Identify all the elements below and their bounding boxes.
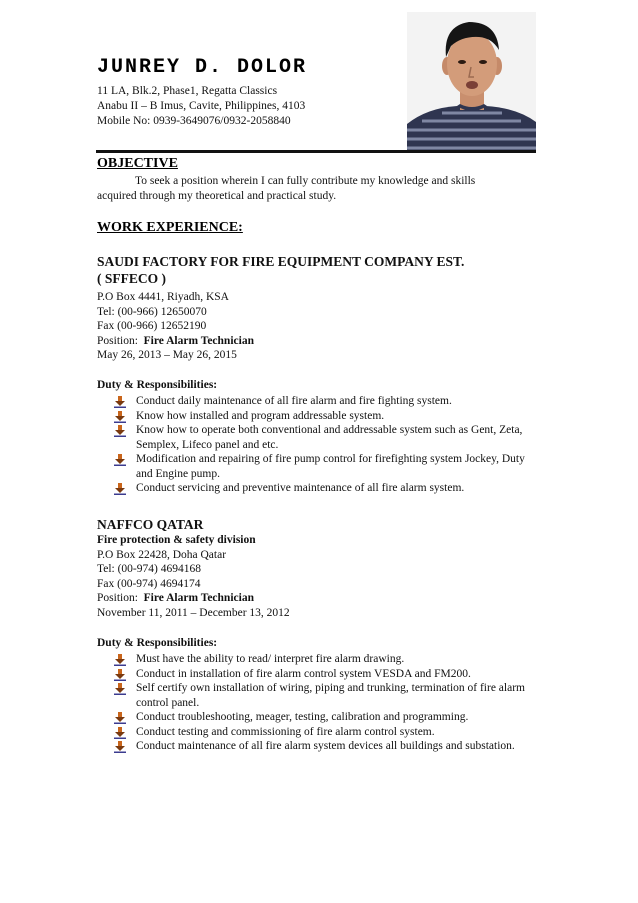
job-2-dates: November 11, 2011 – December 13, 2012 (97, 606, 290, 619)
duty-item: Modification and repairing of fire pump control for firefighting system Jockey, Duty and Engine pump. (114, 452, 544, 481)
duty-item: Conduct in installation of fire alarm control system VESDA and FM200. (114, 667, 544, 682)
duty-item: Must have the ability to read/ interpret fire alarm drawing. (114, 652, 544, 667)
arrow-bullet-icon (114, 741, 126, 753)
objective-text (97, 174, 537, 204)
duty-item: Self certify own installation of wiring, piping and trunking, termination of fire alarm control panel. (114, 681, 544, 710)
header-divider (96, 150, 536, 153)
objective-line-2: acquired through my theoretical and practical study. (97, 190, 337, 202)
job-1-duty-heading: Duty & Responsibilities: (97, 379, 218, 391)
arrow-bullet-icon (114, 727, 126, 739)
job-2-fax: Fax (00-974) 4694174 (97, 577, 201, 590)
job-1-position: Fire Alarm Technician (143, 334, 254, 347)
applicant-name: JUNREY D. DOLOR (97, 56, 308, 79)
job-2-division: Fire protection & safety division (97, 534, 256, 546)
job-2-position-line (97, 591, 290, 606)
job-1-tel: Tel: (00-966) 12650070 (97, 305, 207, 318)
job-1-details (97, 290, 254, 363)
duty-item: Know how to operate both conventional and addressable system such as Gent, Zeta, Semplex, Lifeco panel and etc. (114, 423, 544, 452)
job-1-duties (114, 394, 544, 496)
objective-heading: OBJECTIVE (97, 156, 178, 171)
arrow-bullet-icon (114, 411, 126, 423)
applicant-photo (407, 12, 536, 152)
job-2-company-name: NAFFCO QATAR (97, 517, 204, 532)
job-1-position-line (97, 334, 254, 349)
duty-item: Conduct maintenance of all fire alarm system devices all buildings and substation. (114, 739, 544, 754)
arrow-bullet-icon (114, 483, 126, 495)
job-2-duty-heading: Duty & Responsibilities: (97, 637, 218, 649)
job-2-tel: Tel: (00-974) 4694168 (97, 563, 201, 575)
job-2-company (97, 516, 203, 533)
job-1-fax: Fax (00-966) 12652190 (97, 320, 207, 332)
arrow-bullet-icon (114, 654, 126, 666)
arrow-bullet-icon (114, 396, 126, 408)
duty-item: Conduct troubleshooting, meager, testing, calibration and programming. (114, 710, 544, 725)
job-1-address: P.O Box 4441, Riyadh, KSA (97, 291, 229, 303)
arrow-bullet-icon (114, 425, 126, 437)
duty-item: Know how installed and program addressable system. (114, 409, 544, 424)
job-2-details (97, 533, 290, 620)
work-experience-heading: WORK EXPERIENCE: (97, 220, 243, 235)
duty-item: Conduct daily maintenance of all fire alarm and fire fighting system. (114, 394, 544, 409)
job-1-company-abbrev: ( SFFECO ) (97, 271, 166, 286)
arrow-bullet-icon (114, 669, 126, 681)
arrow-bullet-icon (114, 712, 126, 724)
arrow-bullet-icon (114, 683, 126, 695)
duty-item: Conduct servicing and preventive maintenance of all fire alarm system. (114, 481, 544, 496)
job-2-position-label: Position: (97, 592, 138, 604)
contact-block (97, 84, 305, 129)
objective-line-1: To seek a position wherein I can fully contribute my knowledge and skills (135, 175, 476, 187)
job-1-company (97, 253, 464, 287)
arrow-bullet-icon (114, 454, 126, 466)
address-line-1: 11 LA, Blk.2, Phase1, Regatta Classics (97, 85, 278, 97)
job-2-position: Fire Alarm Technician (143, 592, 254, 604)
job-1-position-label: Position: (97, 334, 138, 347)
job-1-company-name: SAUDI FACTORY FOR FIRE EQUIPMENT COMPANY EST. (97, 254, 465, 269)
job-1-dates: May 26, 2013 – May 26, 2015 (97, 349, 237, 361)
mobile-number: Mobile No: 0939-3649076/0932-2058840 (97, 115, 291, 127)
job-2-duties (114, 652, 544, 754)
job-2-address: P.O Box 22428, Doha Qatar (97, 548, 227, 561)
address-line-2: Anabu II – B Imus, Cavite, Philippines, 4103 (97, 100, 306, 112)
duty-item: Conduct testing and commissioning of fire alarm control system. (114, 725, 544, 740)
